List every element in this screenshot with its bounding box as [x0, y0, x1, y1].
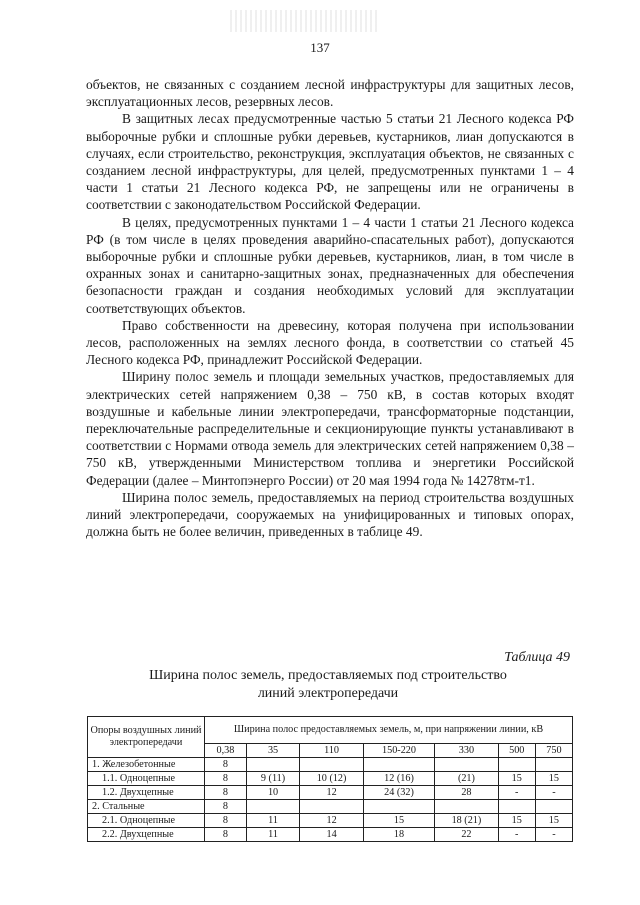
table-cell [363, 758, 434, 772]
table-cell [435, 758, 499, 772]
row-label: 2. Стальные [88, 800, 205, 814]
voltage-header-cell: 500 [498, 744, 535, 758]
table-cell: 8 [205, 800, 247, 814]
table-row [88, 772, 573, 786]
voltage-header-cell: 750 [535, 744, 572, 758]
paragraph-6: Ширина полос земель, предоставляемых на период строительства воздушных линий электропередачи, сооружаемых на унифицированных и типовых опорах, должна быть не более величин, приведенных в таблице 49. [86, 489, 574, 540]
scan-stamp-mark [230, 10, 380, 32]
table-cell: 8 [205, 772, 247, 786]
paragraph-4: Право собственности на древесину, которая получена при использовании лесов, расположенных на землях лесного фонда, в соответствии со статьей 45 Лесного кодекса РФ, принадлежит Российской Федерации. [86, 317, 574, 368]
row-label: 2.2. Двухцепные [88, 828, 205, 842]
table-row [88, 758, 573, 772]
table-cell [498, 758, 535, 772]
table-cell [246, 758, 300, 772]
table-cell: 18 (21) [435, 814, 499, 828]
voltage-header-cell: 150-220 [363, 744, 434, 758]
table-cell: 11 [246, 828, 300, 842]
table-cell: 8 [205, 758, 247, 772]
paragraph-3: В целях, предусмотренных пунктами 1 – 4 части 1 статьи 21 Лесного кодекса РФ (в том числе в целях проведения аварийно-спасательных работ), допускаются выборочные рубки и сплошные рубки деревьев, кустарников, лиан, в том числе в охранных зонах и санитарно-защитных зонах, предназначенных для обеспечения безопасности граждан и создания необходимых условий для эксплуатации соответствующих объектов. [86, 214, 574, 316]
table-cell: 8 [205, 814, 247, 828]
table-cell [535, 800, 572, 814]
table-cell [498, 800, 535, 814]
row-label: 2.1. Одноцепные [88, 814, 205, 828]
paragraph-1: объектов, не связанных с созданием лесной инфраструктуры для защитных лесов, эксплуатационных лесов, резервных лесов. [86, 77, 574, 110]
voltage-header-cell: 0,38 [205, 744, 247, 758]
table-row [88, 786, 573, 800]
paragraph-5: Ширину полос земель и площади земельных участков, предоставляемых для электрических сетей напряжением 0,38 – 750 кВ, в состав которых входят воздушные и кабельные линии электропередачи, трансформаторные подстанции, переключательные распределительные и секционирующие пункты устанавливают в соответствии с Нормами отвода земель для электрических сетей напряжением 0,38 – 750 кВ, утвержденными Министерством топлива и энергетики Российской Федерации (далее – Минтопэнерго России) от 20 мая 1994 года № 14278тм-т1. [86, 369, 574, 488]
table-cell: 22 [435, 828, 499, 842]
voltage-header-cell: 110 [300, 744, 364, 758]
table-cell [300, 758, 364, 772]
table-cell [300, 800, 364, 814]
table-cell: 11 [246, 814, 300, 828]
voltage-header-cell: 35 [246, 744, 300, 758]
table-cell: - [498, 828, 535, 842]
row-label: 1.2. Двухцепные [88, 786, 205, 800]
body-text [86, 76, 574, 540]
table-cell [435, 800, 499, 814]
table-cell: - [498, 786, 535, 800]
table-cell [246, 800, 300, 814]
table-cell: 12 (16) [363, 772, 434, 786]
table-cell: - [535, 828, 572, 842]
table-cell: 15 [363, 814, 434, 828]
table-row [88, 828, 573, 842]
column-header-supports: Опоры воздушных линий электропередачи [88, 717, 205, 758]
table-cell: 15 [498, 772, 535, 786]
table-row [88, 800, 573, 814]
table-cell: 8 [205, 828, 247, 842]
table-cell: 18 [363, 828, 434, 842]
table-cell: 10 [246, 786, 300, 800]
table-cell: 15 [535, 772, 572, 786]
table-cell: 8 [205, 786, 247, 800]
table-cell: 14 [300, 828, 364, 842]
table-cell: 24 (32) [363, 786, 434, 800]
page-number: 137 [310, 40, 330, 55]
table-row [88, 814, 573, 828]
voltage-header-cell: 330 [435, 744, 499, 758]
table-title-line-2: линий электропередачи [257, 686, 399, 701]
paragraph-2: В защитных лесах предусмотренные частью 5 статьи 21 Лесного кодекса РФ выборочные рубки и сплошные рубки деревьев, кустарников, лиан допускаются в случаях, если строительство, реконструкция, эксплуатация объектов, не связанных с созданием лесной инфраструктуры, для целей, предусмотренных пунктами 1 – 4 части 1 статьи 21 Лесного кодекса РФ, не запрещены или не ограничены в соответствии с законодательством Российской Федерации. [86, 111, 574, 213]
row-label: 1.1. Одноцепные [88, 772, 205, 786]
table-cell: 10 (12) [300, 772, 364, 786]
table-cell: 28 [435, 786, 499, 800]
table-title [86, 667, 570, 703]
table-cell: 12 [300, 786, 364, 800]
land-width-table [87, 716, 573, 842]
table-title-line-1: Ширина полос земель, предоставляемых под строительство [149, 668, 507, 683]
table-49 [87, 716, 573, 842]
column-header-width-group: Ширина полос предоставляемых земель, м, при напряжении линии, кВ [205, 717, 573, 744]
table-cell: 15 [535, 814, 572, 828]
table-cell [535, 758, 572, 772]
table-cell: (21) [435, 772, 499, 786]
table-cell: 15 [498, 814, 535, 828]
table-body [88, 758, 573, 842]
row-label: 1. Железобетонные [88, 758, 205, 772]
table-label: Таблица 49 [504, 650, 570, 665]
table-cell [363, 800, 434, 814]
table-cell: 9 (11) [246, 772, 300, 786]
table-cell: 12 [300, 814, 364, 828]
table-cell: - [535, 786, 572, 800]
